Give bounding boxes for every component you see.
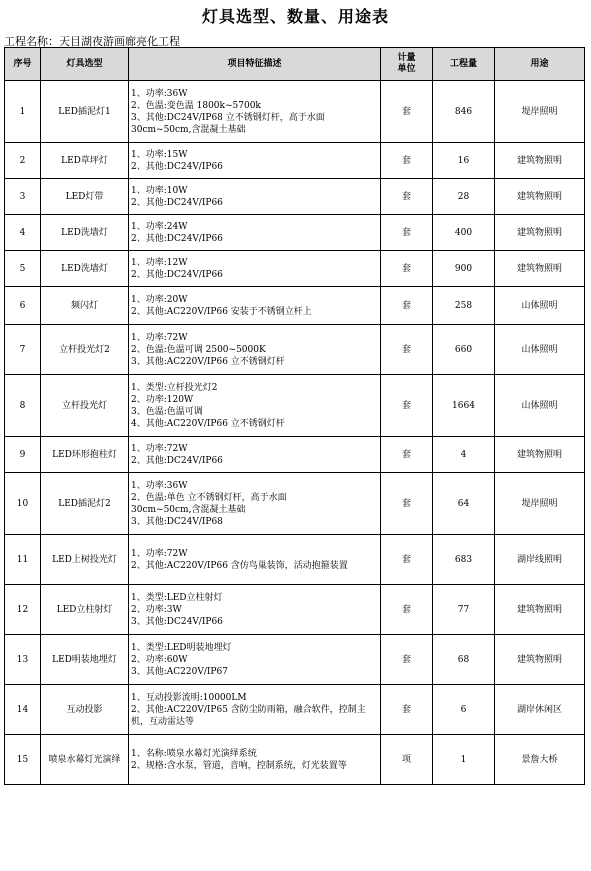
cell-unit: 套	[381, 81, 433, 143]
cell-use: 山体照明	[495, 287, 585, 325]
desc-line: 1、功率:36W	[131, 480, 188, 491]
cell-qty: 68	[433, 635, 495, 685]
desc-line: 2、功率:60W	[131, 654, 188, 665]
page-title: 灯具选型、数量、用途表	[201, 7, 389, 26]
desc-line: 2、其他:DC24V/IP66	[131, 455, 223, 466]
cell-qty: 77	[433, 585, 495, 635]
cell-unit: 套	[381, 437, 433, 473]
desc-line: 1、功率:36W	[131, 88, 188, 99]
table-row	[5, 585, 585, 635]
table-row	[5, 437, 585, 473]
cell-desc	[129, 251, 381, 287]
cell-seq: 7	[5, 325, 41, 375]
cell-desc	[129, 585, 381, 635]
desc-line: 2、色温:单色 立不锈钢灯杆，高于水面	[131, 492, 287, 503]
cell-type: LED洗墙灯	[41, 215, 129, 251]
cell-use: 建筑物照明	[495, 143, 585, 179]
cell-desc	[129, 635, 381, 685]
table-row	[5, 473, 585, 535]
cell-unit: 套	[381, 287, 433, 325]
cell-qty: 1	[433, 735, 495, 785]
cell-qty: 4	[433, 437, 495, 473]
cell-type: LED立柱射灯	[41, 585, 129, 635]
cell-use: 山体照明	[495, 375, 585, 437]
cell-desc	[129, 535, 381, 585]
cell-seq: 14	[5, 685, 41, 735]
cell-desc	[129, 375, 381, 437]
cell-use: 建筑物照明	[495, 251, 585, 287]
table-body	[5, 81, 585, 785]
desc-line: 2、规格:含水泵，管道，音响，控制系统，灯光装置等	[131, 760, 347, 771]
cell-use: 湖岸休闲区	[495, 685, 585, 735]
cell-seq: 6	[5, 287, 41, 325]
table-row	[5, 251, 585, 287]
cell-seq: 12	[5, 585, 41, 635]
desc-line: 4、其他:AC220V/IP66 立不锈钢灯杆	[131, 418, 285, 429]
desc-line: 2、其他:DC24V/IP66	[131, 233, 223, 244]
desc-line: 2、其他:AC220V/IP66 安装于不锈钢立杆上	[131, 306, 312, 317]
table-row	[5, 685, 585, 735]
cell-qty: 660	[433, 325, 495, 375]
desc-line: 1、功率:15W	[131, 149, 188, 160]
cell-unit: 套	[381, 215, 433, 251]
cell-use: 建筑物照明	[495, 437, 585, 473]
desc-line: 3、色温:色温可调	[131, 406, 203, 417]
desc-line: 1、类型:LED明装地埋灯	[131, 642, 232, 653]
header-qty: 工程量	[433, 48, 495, 81]
cell-type: 立杆投光灯2	[41, 325, 129, 375]
cell-qty: 258	[433, 287, 495, 325]
cell-seq: 9	[5, 437, 41, 473]
header-row	[5, 48, 585, 81]
cell-qty: 28	[433, 179, 495, 215]
cell-type: LED明装地埋灯	[41, 635, 129, 685]
desc-line: 1、类型:立杆投光灯2	[131, 382, 218, 393]
desc-line: 2、色温:变色温 1800k~5700k	[131, 100, 261, 111]
cell-desc	[129, 685, 381, 735]
cell-type: LED灯带	[41, 179, 129, 215]
cell-use: 堤岸照明	[495, 473, 585, 535]
desc-line: 1、功率:72W	[131, 332, 188, 343]
desc-line: 1、类型:LED立柱射灯	[131, 592, 223, 603]
desc-line: 2、其他:DC24V/IP66	[131, 161, 223, 172]
desc-line: 2、色温:色温可调 2500~5000K	[131, 344, 266, 355]
cell-desc	[129, 287, 381, 325]
desc-line: 1、功率:12W	[131, 257, 188, 268]
table-row	[5, 635, 585, 685]
desc-line: 1、功率:10W	[131, 185, 188, 196]
cell-type: 频闪灯	[41, 287, 129, 325]
desc-line: 3、其他:DC24V/IP66	[131, 616, 223, 627]
table-row	[5, 325, 585, 375]
table-row	[5, 81, 585, 143]
cell-qty: 6	[433, 685, 495, 735]
cell-use: 湖岸线照明	[495, 535, 585, 585]
cell-type: LED插泥灯1	[41, 81, 129, 143]
desc-line: 1、功率:24W	[131, 221, 188, 232]
table-row	[5, 179, 585, 215]
desc-line: 1、名称:喷泉水幕灯光演绎系统	[131, 748, 257, 759]
cell-type: 互动投影	[41, 685, 129, 735]
desc-line: 3、其他:DC24V/IP68	[131, 516, 223, 527]
cell-unit: 套	[381, 143, 433, 179]
cell-seq: 10	[5, 473, 41, 535]
table-row	[5, 143, 585, 179]
desc-line: 3、其他:DC24V/IP68 立不锈钢灯杆，高于水面	[131, 112, 325, 123]
desc-line: 3、其他:AC220V/IP67	[131, 666, 228, 677]
cell-unit: 套	[381, 685, 433, 735]
desc-line: 2、功率:3W	[131, 604, 182, 615]
table-row	[5, 375, 585, 437]
header-seq: 序号	[5, 48, 41, 81]
desc-line: 2、功率:120W	[131, 394, 194, 405]
cell-seq: 3	[5, 179, 41, 215]
cell-type: LED洗墙灯	[41, 251, 129, 287]
cell-seq: 15	[5, 735, 41, 785]
desc-line: 2、其他:DC24V/IP66	[131, 269, 223, 280]
desc-line: 3、其他:AC220V/IP66 立不锈钢灯杆	[131, 356, 285, 367]
cell-use: 建筑物照明	[495, 585, 585, 635]
cell-type: 喷泉水幕灯光演绎	[41, 735, 129, 785]
desc-line: 1、功率:72W	[131, 443, 188, 454]
cell-type: LED上树投光灯	[41, 535, 129, 585]
cell-type: LED插泥灯2	[41, 473, 129, 535]
cell-unit: 套	[381, 325, 433, 375]
table-row	[5, 535, 585, 585]
header-use: 用途	[495, 48, 585, 81]
cell-seq: 13	[5, 635, 41, 685]
cell-unit: 套	[381, 585, 433, 635]
cell-type: 立杆投光灯	[41, 375, 129, 437]
cell-desc	[129, 143, 381, 179]
header-unit-line1: 计量	[397, 53, 416, 63]
desc-line: 1、功率:72W	[131, 548, 188, 559]
cell-seq: 4	[5, 215, 41, 251]
cell-type: LED草坪灯	[41, 143, 129, 179]
cell-desc	[129, 325, 381, 375]
cell-use: 景詹大桥	[495, 735, 585, 785]
cell-unit: 套	[381, 375, 433, 437]
desc-line: 30cm~50cm,含混凝土基础	[131, 504, 246, 515]
project-name: 工程名称：天目湖夜游画廊亮化工程	[4, 35, 180, 48]
cell-type: LED环形抱柱灯	[41, 437, 129, 473]
cell-seq: 2	[5, 143, 41, 179]
desc-line: 1、功率:20W	[131, 294, 188, 305]
cell-use: 建筑物照明	[495, 215, 585, 251]
cell-desc	[129, 473, 381, 535]
cell-unit: 套	[381, 473, 433, 535]
cell-use: 建筑物照明	[495, 179, 585, 215]
header-unit-line2: 单位	[397, 64, 416, 74]
table-row	[5, 215, 585, 251]
desc-line: 2、其他:AC220V/IP66 含仿鸟巢装饰，活动抱箍装置	[131, 560, 348, 571]
table-row	[5, 735, 585, 785]
cell-unit: 套	[381, 251, 433, 287]
cell-desc	[129, 215, 381, 251]
cell-use: 山体照明	[495, 325, 585, 375]
desc-line: 2、其他:AC220V/IP65 含防尘防雨箱，融合软件，控制主机，互动雷达等	[131, 704, 366, 727]
header-type: 灯具选型	[41, 48, 129, 81]
cell-qty: 64	[433, 473, 495, 535]
cell-unit: 套	[381, 635, 433, 685]
cell-desc	[129, 437, 381, 473]
cell-seq: 5	[5, 251, 41, 287]
cell-unit: 套	[381, 535, 433, 585]
header-unit	[381, 48, 433, 81]
header-desc: 项目特征描述	[129, 48, 381, 81]
cell-qty: 400	[433, 215, 495, 251]
cell-desc	[129, 179, 381, 215]
cell-unit: 套	[381, 179, 433, 215]
cell-seq: 1	[5, 81, 41, 143]
cell-qty: 16	[433, 143, 495, 179]
cell-seq: 8	[5, 375, 41, 437]
cell-seq: 11	[5, 535, 41, 585]
cell-qty: 1664	[433, 375, 495, 437]
cell-desc	[129, 81, 381, 143]
desc-line: 1、互动投影流明:10000LM	[131, 692, 247, 703]
cell-qty: 683	[433, 535, 495, 585]
cell-qty: 846	[433, 81, 495, 143]
desc-line: 30cm~50cm,含混凝土基础	[131, 124, 246, 135]
cell-qty: 900	[433, 251, 495, 287]
cell-desc	[129, 735, 381, 785]
desc-line: 2、其他:DC24V/IP66	[131, 197, 223, 208]
table-row	[5, 287, 585, 325]
cell-use: 建筑物照明	[495, 635, 585, 685]
cell-use: 堤岸照明	[495, 81, 585, 143]
cell-unit: 项	[381, 735, 433, 785]
fixture-table	[4, 47, 585, 785]
